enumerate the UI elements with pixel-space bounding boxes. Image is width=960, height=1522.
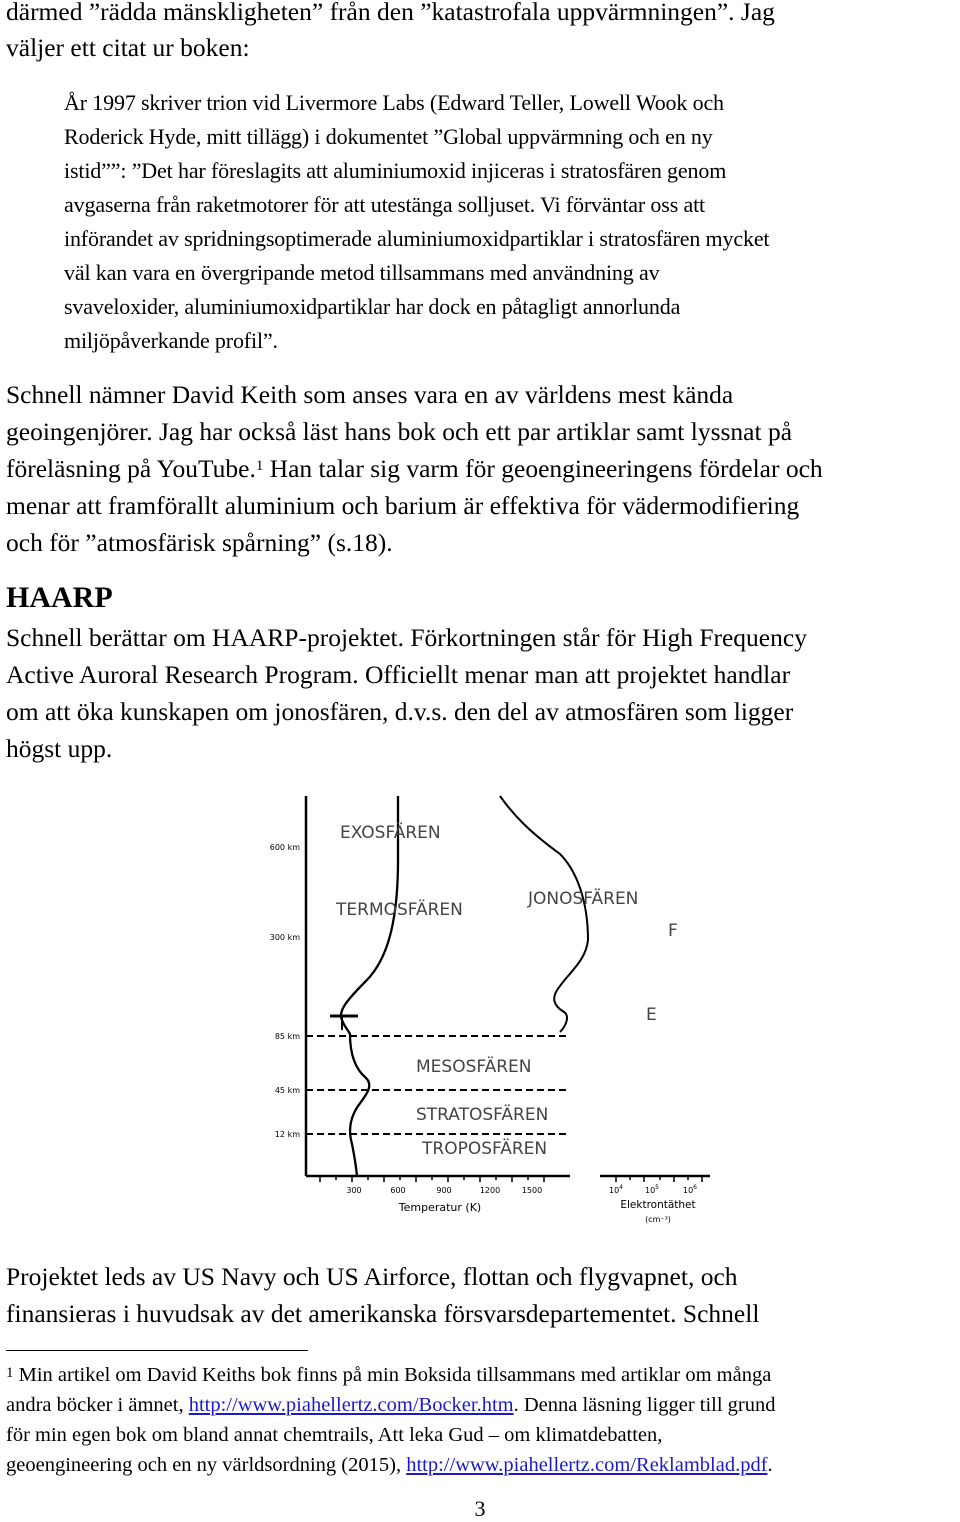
paragraph-funding-line-2: finansieras i huvudsak av det amerikanska försvarsdepartementet. Schnell [6, 1299, 760, 1328]
altitude-label-300: 300 km [270, 933, 300, 942]
layer-label-mesosphere: MESOSFÄREN [416, 1057, 532, 1077]
layer-label-stratosphere: STRATOSFÄREN [416, 1105, 549, 1125]
footnote-line-3: för min egen bok om bland annat chemtrails, Att leka Gud – om klimatdebatten, [6, 1424, 663, 1446]
layer-label-exosphere: EXOSFÄREN [340, 823, 441, 843]
altitude-label-12: 12 km [274, 1130, 300, 1139]
altitude-label-600: 600 km [270, 843, 300, 852]
temp-tick-300: 300 [346, 1186, 362, 1195]
quote-line-8: miljöpåverkande profil”. [64, 328, 278, 353]
footnote-line-2a: andra böcker i ämnet, [6, 1394, 189, 1416]
paragraph-keith-line-2: geoingenjörer. Jag har också läst hans bok och ett par artiklar samt lyssnat på [6, 417, 793, 446]
layer-label-ionosphere: JONOSFÄREN [528, 889, 639, 909]
paragraph-intro-line-1: därmed ”rädda mänskligheten” från den ”katastrofala uppvärmningen”. Jag [6, 0, 775, 26]
paragraph-haarp-line-3: om att öka kunskapen om jonosfären, d.v.s. den del av atmosfären som ligger [6, 697, 794, 726]
paragraph-keith-line-5: och för ”atmosfärisk spårning” (s.18). [6, 528, 393, 557]
paragraph-keith-line-3b: Han talar sig varm för geoengineeringens fördelar och [263, 454, 823, 483]
layer-label-troposphere: TROPOSFÄREN [422, 1139, 548, 1159]
footnote-reference[interactable]: 1 [255, 458, 264, 474]
link-reklamblad[interactable]: http://www.piahellertz.com/Reklamblad.pdf [406, 1454, 768, 1476]
link-bocker[interactable]: http://www.piahellertz.com/Bocker.htm [188, 1394, 514, 1416]
paragraph-keith-line-1: Schnell nämner David Keith som anses vara en av världens mest kända [6, 380, 734, 409]
footnote [6, 1360, 956, 1480]
block-quote [64, 86, 959, 358]
altitude-label-85: 85 km [274, 1032, 300, 1041]
quote-line-4: avgaserna från raketmotorer för att utestänga solljuset. Vi förväntar oss att [64, 192, 705, 217]
footnote-line-1: Min artikel om David Keiths bok finns på min Boksida tillsammans med artiklar om många [13, 1364, 772, 1386]
altitude-label-45: 45 km [274, 1086, 300, 1095]
density-axis-unit: (cm⁻³) [645, 1215, 671, 1224]
quote-line-6: väl kan vara en övergripande metod tillsammans med användning av [64, 260, 660, 285]
temp-tick-1200: 1200 [479, 1186, 501, 1195]
paragraph-intro-line-2: väljer ett citat ur boken: [6, 33, 250, 62]
temperature-curve [341, 796, 398, 1176]
quote-line-7: svaveloxider, aluminiumoxidpartiklar har dock en påtagligt annorlunda [64, 294, 681, 319]
quote-line-2: Roderick Hyde, mitt tillägg) i dokumentet ”Global uppvärmning och en ny [64, 124, 713, 149]
paragraph-funding [6, 1258, 956, 1332]
density-tick-2: $10^5$ [644, 1184, 660, 1195]
footnote-separator [6, 1350, 308, 1351]
paragraph-haarp-line-4: högst upp. [6, 734, 113, 763]
atmosphere-diagram [270, 790, 710, 1240]
quote-line-1: År 1997 skriver trion vid Livermore Labs (Edward Teller, Lowell Wook och [64, 90, 724, 115]
temp-tick-600: 600 [390, 1186, 406, 1195]
paragraph-funding-line-1: Projektet leds av US Navy och US Airforce, flottan och flygvapnet, och [6, 1262, 738, 1291]
paragraph-haarp-line-2: Active Auroral Research Program. Officiellt menar man att projektet handlar [6, 660, 791, 689]
layer-label-thermosphere: TERMOSFÄREN [336, 900, 463, 920]
page-number: 3 [474, 1496, 486, 1521]
footnote-line-4b: . [767, 1454, 773, 1476]
paragraph-keith-line-4: menar att framförallt aluminium och barium är effektiva för vädermodifiering [6, 491, 800, 520]
density-tick-3: $10^6$ [682, 1184, 698, 1195]
quote-line-3: istid””: ”Det har föreslagits att aluminiumoxid injiceras i stratosfären genom [64, 158, 727, 183]
layer-label-f: F [668, 921, 678, 941]
temperature-axis-label: Temperatur (K) [398, 1201, 482, 1214]
electron-density-curve [500, 796, 588, 1032]
paragraph-keith-line-3a: föreläsning på YouTube. [6, 454, 256, 483]
paragraph-keith [6, 376, 956, 561]
footnote-line-4a: geoengineering och en ny världsordning (2015), [6, 1454, 407, 1476]
section-heading: HAARP [6, 581, 113, 614]
layer-label-e: E [646, 1005, 657, 1025]
footnote-number: 1 [6, 1365, 14, 1381]
paragraph-intro [6, 0, 956, 66]
quote-line-5: införandet av spridningsoptimerade aluminiumoxidpartiklar i stratosfären mycket [64, 226, 770, 251]
temp-tick-900: 900 [436, 1186, 452, 1195]
temp-tick-1500: 1500 [521, 1186, 543, 1195]
footnote-line-2b: . Denna läsning ligger till grund [513, 1394, 776, 1416]
density-tick-1: $10^4$ [608, 1184, 624, 1195]
density-axis-label: Elektrontäthet [620, 1199, 696, 1211]
paragraph-haarp-line-1: Schnell berättar om HAARP-projektet. Förkortningen står för High Frequency [6, 623, 807, 652]
paragraph-haarp [6, 619, 956, 767]
atmosphere-diagram-svg [270, 790, 710, 1240]
